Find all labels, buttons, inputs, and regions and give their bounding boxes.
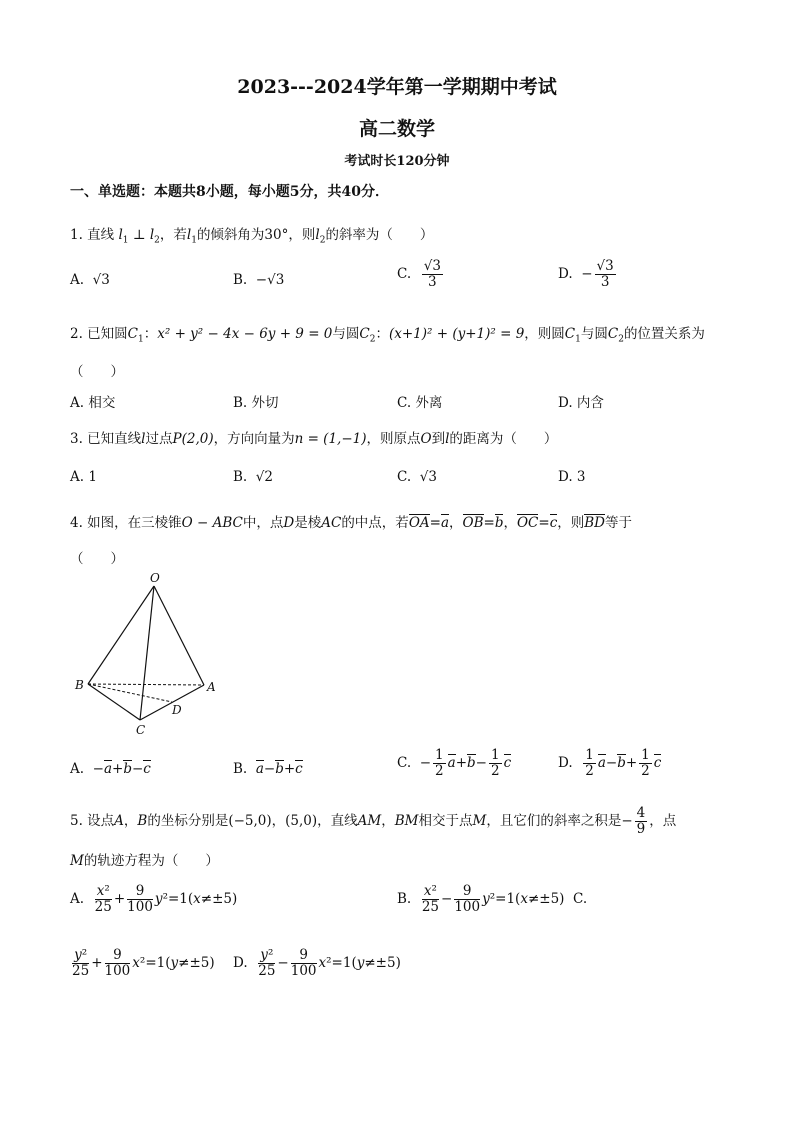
- q5-option-a[interactable]: A. $\frac{\text{x²}}{25}$ + $\frac{9}{100}$ y²=1(x≠±5): [70, 883, 238, 915]
- q1-option-c[interactable]: C. $\frac{√3}{3}$: [397, 258, 441, 290]
- subject-title: 高二数学: [358, 118, 435, 140]
- q1-option-d[interactable]: D. − $\frac{√3}{3}$: [558, 258, 614, 290]
- q3-option-b[interactable]: B. √2: [233, 469, 273, 485]
- question-3-stem: 3. 已知直线l过点P(2,0)，方向向量为n = (1,−1)，则原点O到l的距离为（ ）: [70, 431, 558, 447]
- q3-option-c[interactable]: C. √3: [397, 469, 437, 485]
- q3-option-a[interactable]: A. 1: [70, 469, 97, 485]
- question-5-stem-cont: M的轨迹方程为（ ）: [70, 853, 219, 869]
- exam-title: 2023---2024学年第一学期期中考试: [237, 76, 557, 98]
- q3-option-d[interactable]: D. 3: [558, 469, 586, 485]
- tetrahedron-figure: [70, 568, 230, 738]
- question-4-stem: 4. 如图，在三棱锥O − ABC中，点D是棱AC的中点，若OA=a，OB=b，OC=c，则BD等于: [70, 515, 633, 531]
- q4-option-d[interactable]: D. $\frac{1}{2}$ a−b+ $\frac{1}{2}$ c: [558, 747, 662, 779]
- exam-duration: 考试时长120分钟: [344, 154, 450, 169]
- label-c: C: [136, 723, 146, 737]
- q5-option-b[interactable]: B. $\frac{\text{x²}}{25}$ − $\frac{9}{100}$ y²=1(x≠±5) C.: [397, 883, 588, 915]
- q4-option-c[interactable]: C. − $\frac{1}{2}$ a+b− $\frac{1}{2}$ c: [397, 747, 512, 779]
- edge-ba-hidden: [88, 684, 204, 685]
- q2-option-a[interactable]: A. 相交: [70, 395, 116, 411]
- q5-option-d[interactable]: D. $\frac{\text{y²}}{25}$ − $\frac{9}{100}$ x²=1(y≠±5): [233, 947, 401, 979]
- q2-option-b[interactable]: B. 外切: [233, 395, 279, 411]
- label-o: O: [150, 571, 160, 585]
- q5-option-c[interactable]: $\frac{\text{y²}}{25}$ + $\frac{9}{100}$ x²=1(y≠±5): [72, 947, 219, 979]
- q1-option-b[interactable]: B. −√3: [233, 272, 285, 288]
- label-b: B: [75, 678, 84, 692]
- q1-option-a[interactable]: A. √3: [70, 272, 110, 288]
- question-4-paren: （ ）: [70, 551, 124, 567]
- edge-ob: [88, 586, 154, 684]
- q4-option-a[interactable]: A. −a+b−c: [70, 761, 151, 777]
- section-heading: 一、单选题：本题共8小题，每小题5分，共40分．: [70, 184, 389, 200]
- edge-oc: [140, 586, 154, 720]
- q2-option-d[interactable]: D. 内含: [558, 395, 604, 411]
- label-d: D: [172, 703, 182, 717]
- edge-oa: [154, 586, 204, 685]
- q4-option-b[interactable]: B. a−b+c: [233, 761, 303, 777]
- q2-option-c[interactable]: C. 外离: [397, 395, 443, 411]
- question-1-stem: 1. 直线 $l_1$ ⊥ $l_2$，若$l_1$的倾斜角为30°，则$l_2$的斜率为（ ）: [70, 227, 434, 246]
- question-5-stem: 5. 设点A，B的坐标分别是(−5,0)，(5,0)，直线AM，BM相交于点M，且它们的斜率之积是− $\frac{4}{9}$ ，点: [70, 805, 677, 837]
- label-a: A: [207, 680, 216, 694]
- question-2-stem: 2. 已知圆$C_1$：x² + y² − 4x − 6y + 9 = 0与圆$C_2$：(x+1)² + (y+1)² = 9，则圆$C_1$与圆$C_2$的位置关系为: [70, 326, 705, 345]
- question-2-paren: （ ）: [70, 364, 124, 380]
